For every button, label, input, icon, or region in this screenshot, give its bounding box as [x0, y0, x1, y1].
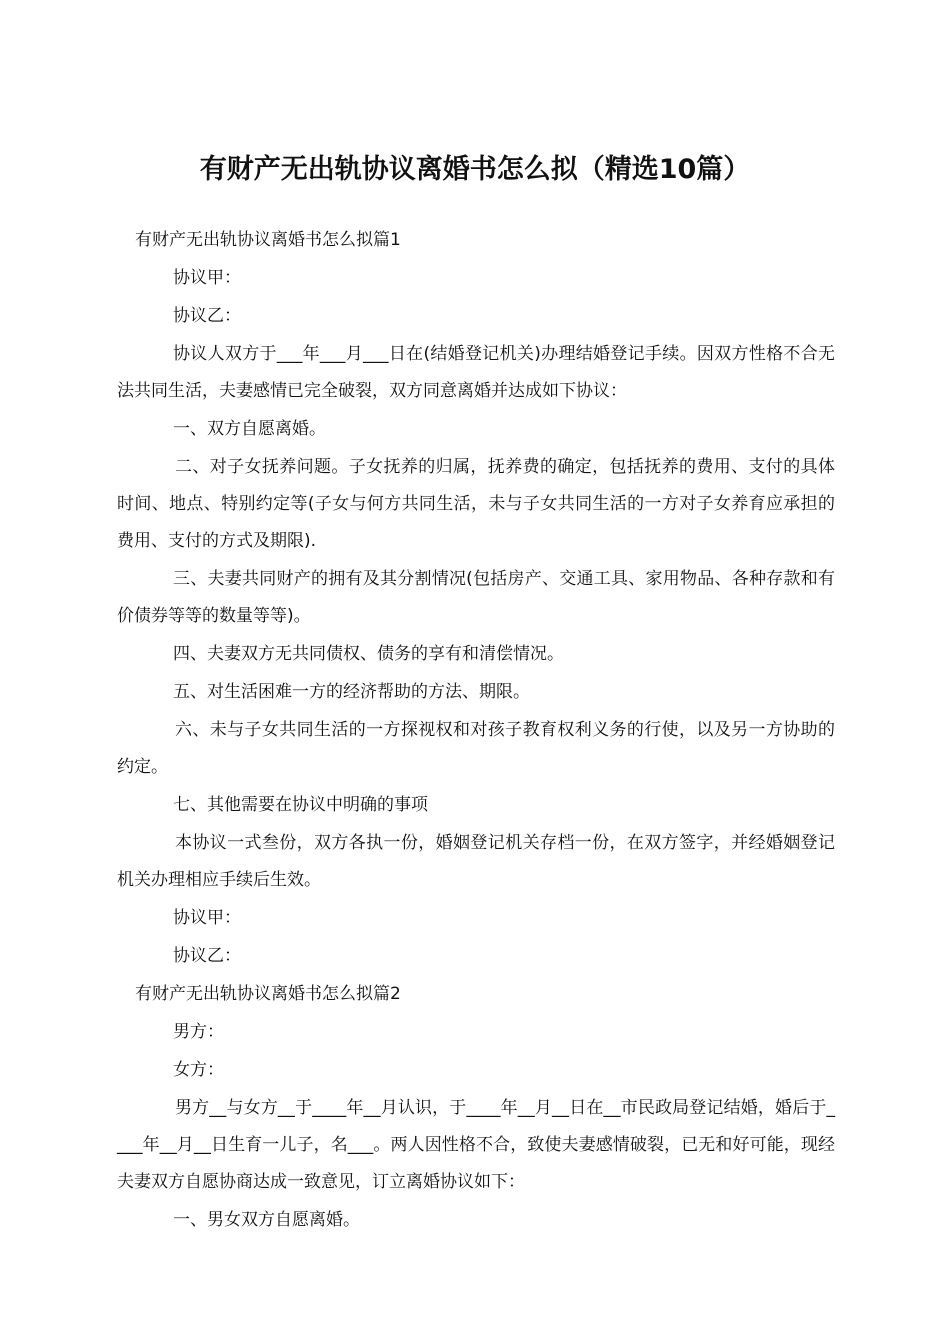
document-body [117, 222, 835, 1240]
paragraph: 一、双方自愿离婚。 [173, 419, 326, 439]
paragraph: 一、男女双方自愿离婚。 [173, 1210, 360, 1230]
paragraph: 本协议一式叁份，双方各执一份，婚姻登记机关存档一份，在双方签字，并经婚姻登记机关办理相应手续后生效。 [117, 833, 835, 890]
paragraph: 四、夫妻双方无共同债权、债务的享有和清偿情况。 [173, 644, 564, 664]
paragraph: 协议人双方于___年___月___日在(结婚登记机关)办理结婚登记手续。因双方性格不合无法共同生活，夫妻感情已完全破裂，双方同意离婚并达成如下协议： [117, 344, 835, 401]
party-label: 协议乙： [173, 946, 241, 966]
party-label: 协议甲： [173, 268, 241, 288]
paragraph: 二、对子女抚养问题。子女抚养的归属，抚养费的确定，包括抚养的费用、支付的具体时间、地点、特别约定等(子女与何方共同生活，未与子女共同生活的一方对子女养育应承担的费用、支付的方式及期限). [117, 457, 835, 551]
paragraph: 七、其他需要在协议中明确的事项 [173, 795, 428, 815]
party-label: 男方： [173, 1022, 224, 1042]
party-label: 协议乙： [173, 306, 241, 326]
paragraph: 三、夫妻共同财产的拥有及其分割情况(包括房产、交通工具、家用物品、各种存款和有价债券等等的数量等等)。 [117, 569, 835, 626]
section-heading: 有财产无出轨协议离婚书怎么拟篇2 [135, 984, 401, 1004]
paragraph: 男方__与女方__于____年__月认识，于____年__月__日在__市民政局登记结婚，婚后于____年__月__日生育一儿子，名___。两人因性格不合，致使夫妻感情破裂，已无和好可能，现经夫妻双方自愿协商达成一致意见，订立离婚协议如下： [117, 1098, 835, 1192]
party-label: 协议甲： [173, 908, 241, 928]
paragraph: 六、未与子女共同生活的一方探视权和对孩子教育权利义务的行使，以及另一方协助的约定。 [117, 720, 835, 777]
section-heading: 有财产无出轨协议离婚书怎么拟篇1 [135, 230, 401, 250]
document-title: 有财产无出轨协议离婚书怎么拟（精选10篇） [199, 154, 751, 186]
party-label: 女方： [173, 1060, 224, 1080]
paragraph: 五、对生活困难一方的经济帮助的方法、期限。 [173, 682, 530, 702]
